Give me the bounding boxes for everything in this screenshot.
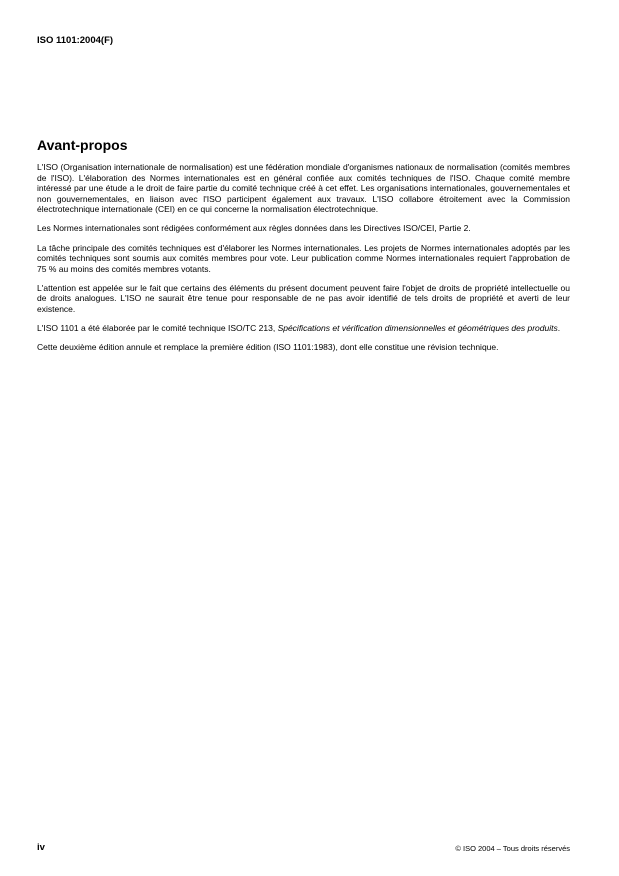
- section-title: Avant-propos: [37, 137, 128, 153]
- paragraph-edition: Cette deuxième édition annule et remplace la première édition (ISO 1101:1983), dont elle constitue une révision technique.: [37, 342, 499, 353]
- paragraph-directives: Les Normes internationales sont rédigées conformément aux règles données dans les Directives ISO/CEI, Partie 2.: [37, 223, 471, 234]
- prepared-by-end: .: [557, 323, 561, 334]
- paragraph-iso-organisation: L'ISO (Organisation internationale de normalisation) est une fédération mondiale d'organismes nationaux de normalisation (comités membres de l'ISO). L'élaboration des Normes internationales est en général confiée aux comités techniques de l'ISO. Chaque comité membre intéressé par une étude a le droit de faire partie du comité technique créé à cet effet. Les organisations internationales, gouvernementales et non gouvernementales, en liaison avec l'ISO participent également aux travaux. L'ISO collabore étroitement avec la Commission électrotechnique internationale (CEI) en ce qui concerne la normalisation électrotechnique.: [37, 162, 570, 215]
- paragraph-prepared-by: [37, 323, 570, 334]
- committee-title: Spécifications et vérification dimensionnelles et géométriques des produits: [277, 323, 558, 334]
- copyright-notice: © ISO 2004 – Tous droits réservés: [455, 844, 570, 853]
- foreword-section: [37, 137, 570, 361]
- prepared-by-text: L'ISO 1101 a été élaborée par le comité technique ISO/TC 213,: [37, 323, 278, 334]
- paragraph-technical-committees: La tâche principale des comités techniques est d'élaborer les Normes internationales. Les projets de Normes internationales adoptés par les comités techniques sont soumis aux comités membres pour vote. Leur publication comme Normes internationales requiert l'approbation de 75 % au moins des comités membres votants.: [37, 242, 570, 274]
- document-id: ISO 1101:2004(F): [37, 35, 114, 46]
- paragraph-patent-rights: L'attention est appelée sur le fait que certains des éléments du présent document peuvent faire l'objet de droits de propriété intellectuelle ou de droits analogues. L'ISO ne saurait être tenue pour responsable de ne pas avoir identifié de tels droits de propriété et averti de leur existence.: [37, 282, 570, 315]
- page-number: iv: [37, 842, 45, 853]
